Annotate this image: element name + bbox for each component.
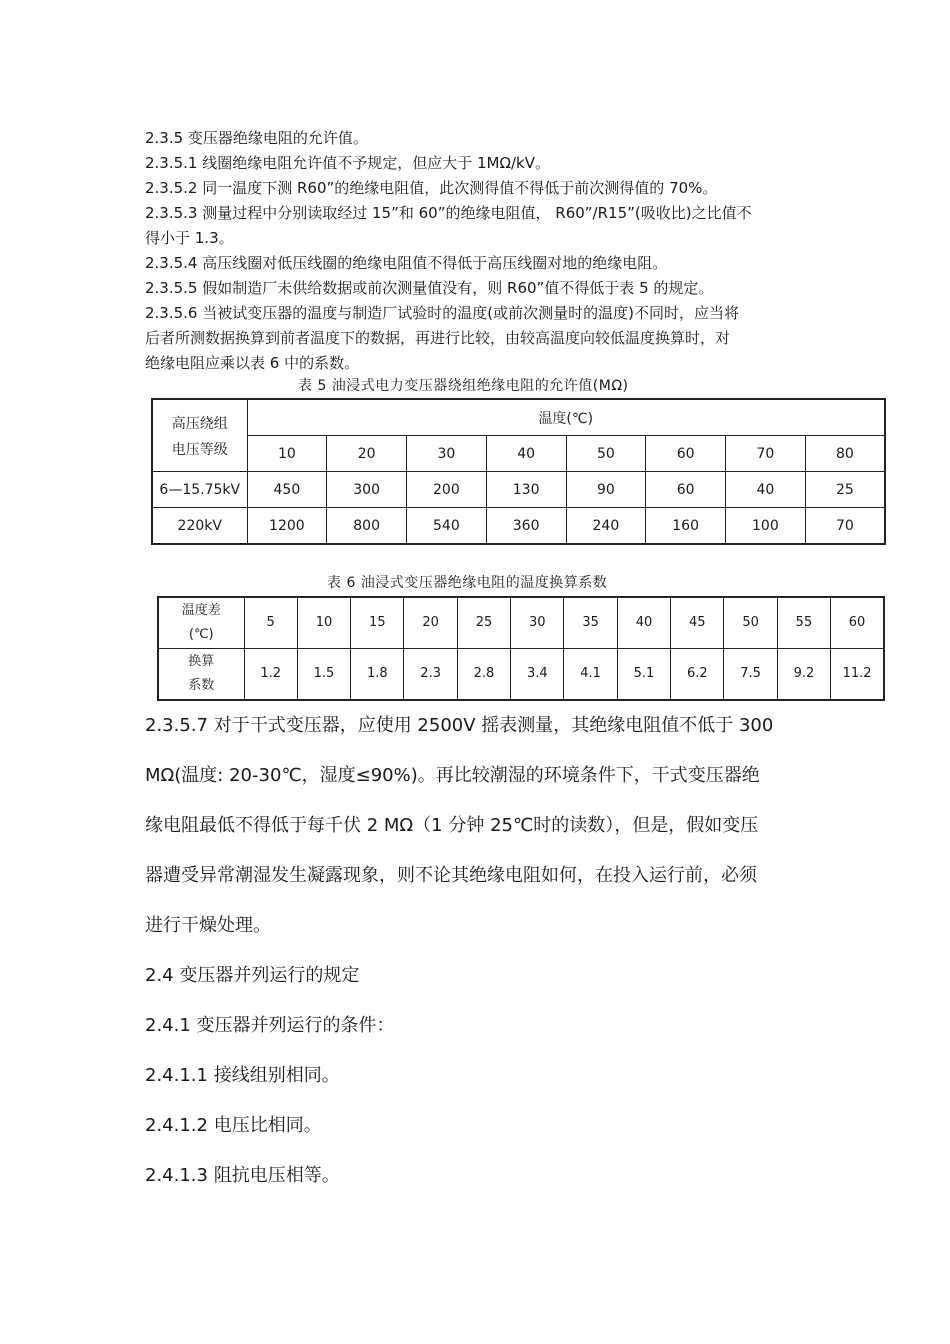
table5-cell: 240 (566, 508, 646, 545)
table6-coef: 5.1 (617, 649, 670, 701)
table6-coef: 1.8 (351, 649, 404, 701)
table6-diff: 40 (617, 597, 670, 649)
table6 (157, 596, 885, 701)
table5-cell: 1200 (247, 508, 327, 545)
table6-diff: 45 (671, 597, 724, 649)
table6-diff: 55 (777, 597, 830, 649)
para-2-3-5-3-cont: 得小于 1.3。 (145, 229, 234, 247)
para-2-3-5-1: 2.3.5.1 线圈绝缘电阻允许值不予规定，但应大于 1MΩ/kV。 (145, 154, 550, 172)
table5-row-header: 高压绕组 电压等级 (152, 399, 247, 472)
para-2-3-5-7-cont1: MΩ(温度: 20-30℃，湿度≤90%)。再比较潮湿的环境条件下，干式变压器绝 (145, 765, 760, 786)
table5-cell: 90 (566, 472, 646, 508)
table6-diff: 30 (511, 597, 564, 649)
table-row (158, 597, 884, 649)
para-2-3-5-7: 2.3.5.7 对于干式变压器，应使用 2500V 摇表测量，其绝缘电阻值不低于 300 (145, 715, 774, 736)
table6-coef: 1.2 (244, 649, 297, 701)
para-2-3-5-2: 2.3.5.2 同一温度下测 R60”的绝缘电阻值，此次测得值不得低于前次测得值的 70%。 (145, 179, 718, 197)
table6-diff: 50 (724, 597, 777, 649)
para-2-4-1: 2.4.1 变压器并列运行的条件： (145, 1015, 395, 1036)
table6-diff: 15 (351, 597, 404, 649)
para-2-3-5: 2.3.5 变压器绝缘电阻的允许值。 (145, 129, 368, 147)
para-2-4-1-1: 2.4.1.1 接线组别相同。 (145, 1065, 340, 1086)
table6-coef: 11.2 (831, 649, 884, 701)
table5-row-label: 220kV (152, 508, 247, 545)
table5-cell: 40 (726, 472, 806, 508)
table6-coef: 7.5 (724, 649, 777, 701)
table5-temp: 30 (407, 436, 487, 472)
table5-cell: 200 (407, 472, 487, 508)
table5-cell: 100 (726, 508, 806, 545)
para-2-3-5-6-cont2: 绝缘电阻应乘以表 6 中的系数。 (145, 354, 360, 372)
table6-diff: 5 (244, 597, 297, 649)
table5-cell: 60 (646, 472, 726, 508)
table5-temp: 70 (726, 436, 806, 472)
table5-cell: 450 (247, 472, 327, 508)
table6-coef: 4.1 (564, 649, 617, 701)
table6-diff: 35 (564, 597, 617, 649)
table5-row-label: 6—15.75kV (152, 472, 247, 508)
table6-coef: 3.4 (511, 649, 564, 701)
table5-cell: 540 (407, 508, 487, 545)
para-2-3-5-3: 2.3.5.3 测量过程中分别读取经过 15”和 60”的绝缘电阻值， R60”/R15”(吸收比)之比值不 (145, 204, 752, 222)
table5-cell: 130 (486, 472, 566, 508)
table-row (152, 508, 885, 545)
table6-coef: 2.8 (457, 649, 510, 701)
table6-diff-header: 温度差 (℃) (158, 597, 244, 649)
table5-temp: 50 (566, 436, 646, 472)
para-2-4-1-2: 2.4.1.2 电压比相同。 (145, 1115, 322, 1136)
table5-temp: 40 (486, 436, 566, 472)
table-row (152, 472, 885, 508)
para-2-4-1-3: 2.4.1.3 阻抗电压相等。 (145, 1165, 340, 1186)
table5-temp: 10 (247, 436, 327, 472)
para-2-3-5-4: 2.3.5.4 高压线圈对低压线圈的绝缘电阻值不得低于高压线圈对地的绝缘电阻。 (145, 254, 668, 272)
table5-cell: 70 (805, 508, 885, 545)
para-2-3-5-5: 2.3.5.5 假如制造厂未供给数据或前次测量值没有，则 R60”值不得低于表 5 的规定。 (145, 279, 714, 297)
table6-coef: 1.5 (297, 649, 350, 701)
table5-cell: 800 (327, 508, 407, 545)
table6-diff: 20 (404, 597, 457, 649)
table5-temp: 20 (327, 436, 407, 472)
table5-cell: 25 (805, 472, 885, 508)
table5-temp: 60 (646, 436, 726, 472)
table5-temp-header: 温度(℃) (247, 399, 885, 436)
table6-coef: 2.3 (404, 649, 457, 701)
para-2-3-5-6-cont1: 后者所测数据换算到前者温度下的数据，再进行比较，由较高温度向较低温度换算时，对 (145, 329, 731, 347)
table5-cell: 360 (486, 508, 566, 545)
table5-caption: 表 5 油浸式电力变压器绕组绝缘电阻的允许值(MΩ) (298, 378, 629, 394)
table6-coef: 6.2 (671, 649, 724, 701)
para-2-3-5-7-cont2: 缘电阻最低不得低于每千伏 2 MΩ（1 分钟 25℃时的读数），但是，假如变压 (145, 815, 759, 836)
table6-coef-header: 换算 系数 (158, 649, 244, 701)
para-2-3-5-7-cont3: 器遭受异常潮湿发生凝露现象，则不论其绝缘电阻如何，在投入运行前，必须 (145, 865, 757, 886)
para-2-3-5-7-cont4: 进行干燥处理。 (145, 915, 271, 936)
para-2-3-5-6: 2.3.5.6 当被试变压器的温度与制造厂试验时的温度(或前次测量时的温度)不同时，应当将 (145, 304, 739, 322)
table6-diff: 60 (831, 597, 884, 649)
table5 (151, 398, 886, 545)
table5-cell: 160 (646, 508, 726, 545)
table6-caption: 表 6 油浸式变压器绝缘电阻的温度换算系数 (327, 575, 608, 591)
table6-diff: 10 (297, 597, 350, 649)
table5-temp: 80 (805, 436, 885, 472)
table5-cell: 300 (327, 472, 407, 508)
table-row (158, 649, 884, 701)
heading-2-4: 2.4 变压器并列运行的规定 (145, 965, 360, 986)
table6-coef: 9.2 (777, 649, 830, 701)
table6-diff: 25 (457, 597, 510, 649)
